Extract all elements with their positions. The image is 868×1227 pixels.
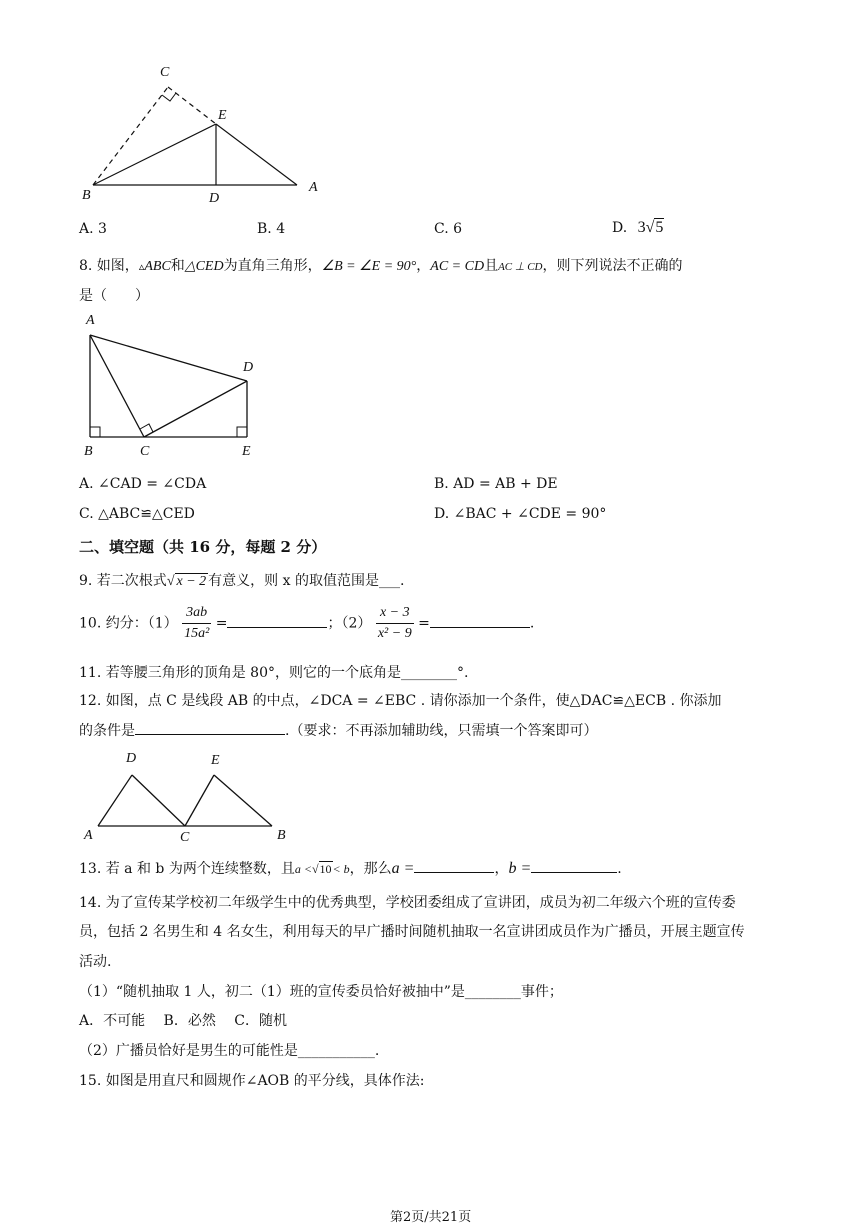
segment-bc bbox=[93, 87, 168, 185]
q13-radicand: 10 bbox=[319, 862, 332, 876]
q7-option-d bbox=[612, 219, 664, 237]
q12-figure bbox=[90, 765, 290, 835]
q13-sqrt: √10 bbox=[311, 862, 332, 876]
q8-option-d: D. ∠BAC + ∠CDE = 90° bbox=[434, 506, 607, 522]
right-angle-mark-c bbox=[162, 93, 176, 101]
q8-comma: ， bbox=[416, 258, 431, 274]
q11: 11. 若等腰三角形的顶角是 80°，则它的一个底角是________°. bbox=[79, 665, 469, 681]
q10-f1-numerator: 3ab bbox=[182, 603, 211, 624]
q9-radicand: x − 2 bbox=[176, 574, 207, 589]
q13-ineq-b: < b bbox=[332, 862, 350, 876]
q10-f1-denominator: 15a² bbox=[184, 626, 210, 641]
q7-label-b: B bbox=[82, 188, 91, 203]
q13-blank-b[interactable] bbox=[531, 858, 617, 873]
segment-dc bbox=[132, 775, 185, 826]
q8-label-b: B bbox=[84, 444, 93, 459]
q12-label-a: A bbox=[84, 828, 93, 843]
q8-label-c: C bbox=[140, 444, 150, 459]
q14-choices: A．不可能 B．必然 C．随机 bbox=[79, 1013, 288, 1029]
segment-ac bbox=[90, 335, 144, 437]
q8-cond3: AC ⊥ CD bbox=[498, 261, 543, 273]
q14-line2: 员，包括 2 名男生和 4 名女生，利用每天的早广播时间随机抽取一名宣讲团成员作为广播员，开展主题宣传 bbox=[79, 924, 745, 940]
q7-option-d-sqrt: √5 bbox=[645, 219, 664, 236]
q10-blank-1[interactable] bbox=[227, 613, 327, 628]
q13-sep: ， bbox=[494, 861, 509, 877]
q8-cond1: ∠B = ∠E = 90° bbox=[321, 259, 417, 274]
q13 bbox=[79, 858, 622, 878]
q10-f2-numerator: x − 3 bbox=[376, 603, 414, 624]
q9-post: 有意义，则 x 的取值范围是___. bbox=[208, 573, 405, 589]
q8-tail: ，则下列说法不正确的 bbox=[542, 258, 683, 274]
q7-label-d: D bbox=[209, 191, 220, 206]
q7-option-c: C. 6 bbox=[434, 221, 463, 237]
segment-cd bbox=[144, 381, 247, 437]
q14-sub1: （1）“随机抽取 1 人，初二（1）班的宣传委员恰好被抽中”是________事件； bbox=[79, 984, 563, 1000]
q7-label-a: A bbox=[309, 180, 318, 195]
q7-figure bbox=[80, 60, 340, 210]
section-fill-in-title: 二、填空题（共 16 分，每题 2 分） bbox=[79, 538, 327, 556]
q14-sub2: （2）广播员恰好是男生的可能性是___________. bbox=[79, 1043, 380, 1059]
segment-ce bbox=[185, 775, 214, 826]
segment-be bbox=[93, 124, 216, 185]
q12-label-d: D bbox=[126, 751, 137, 766]
segment-eb bbox=[214, 775, 272, 826]
q8-text-a: 为直角三角形， bbox=[223, 258, 322, 274]
q8-qie: 且 bbox=[484, 258, 499, 274]
q8-figure bbox=[80, 325, 270, 450]
q8-label-e: E bbox=[242, 444, 251, 459]
segment-ad bbox=[90, 335, 247, 381]
q10-pre: 10. 约分：（1） bbox=[79, 615, 178, 632]
q8-option-b: B. AD = AB + DE bbox=[434, 476, 558, 492]
right-angle-mark-b bbox=[90, 427, 100, 437]
q8-option-c: C. △ABC≌△CED bbox=[79, 506, 195, 522]
q8-line1: 8. 如图，▵ABC和△CED为直角三角形，∠B = ∠E = 90°，AC = CD且AC ⊥ CD，则下列说法不正确的 bbox=[79, 258, 683, 274]
q10-fraction-1 bbox=[182, 603, 211, 644]
q8-label-a: A bbox=[86, 313, 95, 328]
q10-eq-1: = bbox=[215, 615, 228, 632]
q13-b-eq: b = bbox=[508, 860, 532, 877]
right-angle-mark-e bbox=[237, 427, 247, 437]
q7-option-d-prefix: D. bbox=[612, 220, 628, 236]
q10-f2-denominator: x² − 9 bbox=[377, 626, 412, 641]
q7-option-b: B. 4 bbox=[257, 221, 286, 237]
q10-blank-2[interactable] bbox=[430, 613, 530, 628]
q7-option-d-rad: 5 bbox=[655, 219, 664, 236]
q8-line2: 是（ ） bbox=[79, 288, 149, 304]
right-angle-mark-c bbox=[140, 424, 153, 432]
q13-blank-a[interactable] bbox=[414, 858, 494, 873]
q9 bbox=[79, 570, 404, 590]
q7-option-a: A. 3 bbox=[79, 221, 107, 237]
q9-sqrt: √ x − 2 bbox=[166, 574, 207, 589]
q13-end: . bbox=[617, 861, 622, 877]
q7-label-e: E bbox=[218, 108, 227, 123]
q12-blank[interactable] bbox=[135, 720, 285, 735]
q8-number: 8. 如图， bbox=[79, 258, 139, 274]
q10-fraction-2 bbox=[376, 603, 414, 644]
q7-label-c: C bbox=[160, 65, 170, 80]
q10-end: . bbox=[529, 615, 535, 632]
q14-line1: 14. 为了宣传某学校初二年级学生中的优秀典型，学校团委组成了宣讲团，成员为初二年级六个班的宣传委 bbox=[79, 895, 736, 911]
q12-label-c: C bbox=[180, 830, 190, 845]
q13-ineq-a: a < bbox=[294, 862, 312, 876]
q8-label-d: D bbox=[243, 360, 254, 375]
q8-abc: ABC bbox=[144, 259, 171, 274]
q8-ced: △CED bbox=[184, 259, 224, 274]
q8-option-a: A. ∠CAD = ∠CDA bbox=[79, 476, 207, 492]
q12-line2-pre: 的条件是 bbox=[79, 723, 135, 739]
q10-mid: ；（2） bbox=[327, 615, 372, 632]
segment-ce bbox=[168, 87, 216, 124]
segment-ad bbox=[98, 775, 132, 826]
q8-cond2: AC = CD bbox=[430, 259, 485, 274]
q9-pre: 9. 若二次根式 bbox=[79, 573, 167, 589]
q12-line2 bbox=[79, 720, 597, 740]
q7-option-d-coef: 3 bbox=[637, 219, 646, 236]
q12-label-b: B bbox=[277, 828, 286, 843]
q12-label-e: E bbox=[211, 753, 220, 768]
q8-he: 和 bbox=[170, 258, 185, 274]
q14-line3: 活动. bbox=[79, 954, 112, 970]
q13-a-eq: a = bbox=[391, 860, 415, 877]
q10 bbox=[79, 603, 534, 644]
q15: 15. 如图是用直尺和圆规作∠AOB 的平分线，具体作法: bbox=[79, 1073, 425, 1089]
q13-mid: ，那么 bbox=[349, 861, 392, 877]
q12-line2-post: .（要求：不再添加辅助线，只需填一个答案即可） bbox=[285, 723, 598, 739]
q10-eq-2: = bbox=[418, 615, 430, 632]
page-footer: 第2页/共21页 bbox=[390, 1210, 472, 1225]
q13-pre: 13. 若 a 和 b 为两个连续整数，且 bbox=[79, 861, 295, 877]
segment-ea bbox=[216, 124, 297, 185]
q12-line1: 12. 如图，点 C 是线段 AB 的中点，∠DCA = ∠EBC . 请你添加一个条件，使△DAC≌△ECB . 你添加 bbox=[79, 693, 722, 709]
